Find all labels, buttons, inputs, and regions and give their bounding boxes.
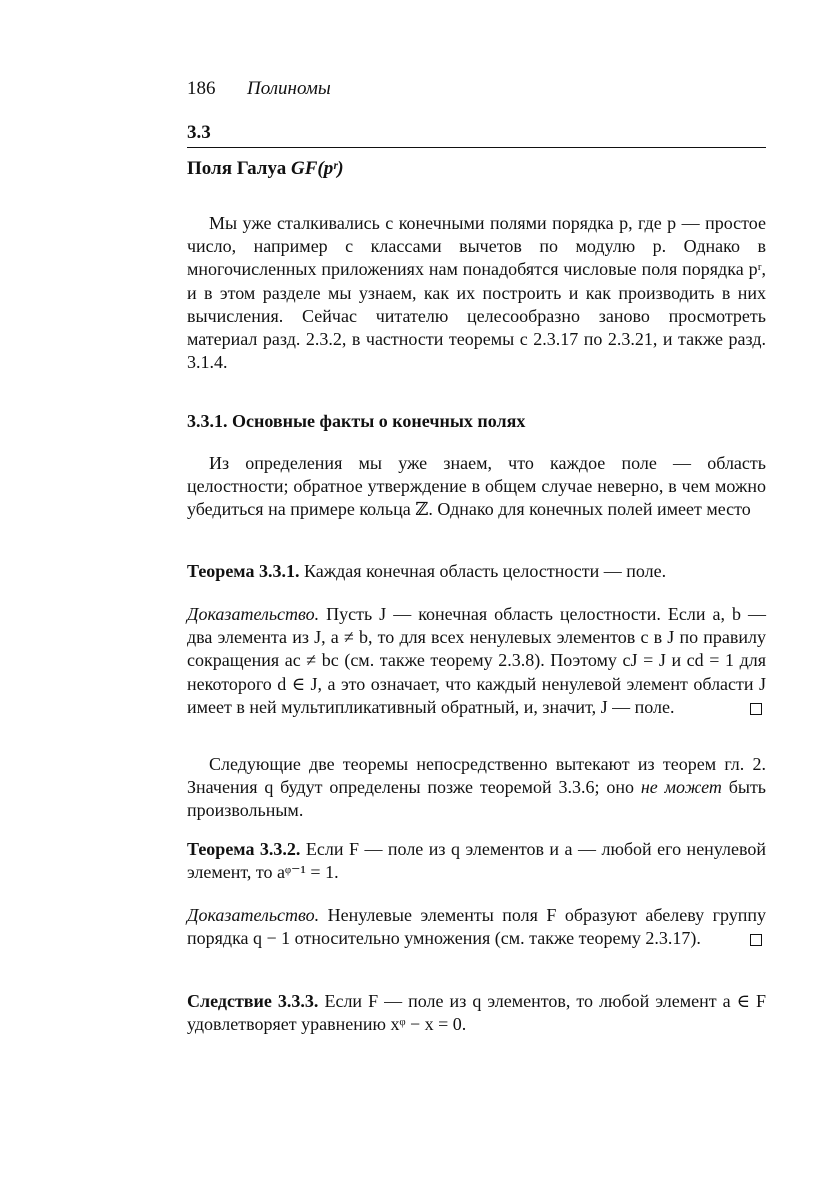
- corollary-text: Если F — поле из q элементов, то любой элемент a ∈ F удовлетворяет уравнению xᵠ − x = 0.: [187, 991, 766, 1035]
- theorem-label: Теорема 3.3.1.: [187, 561, 300, 581]
- intro-paragraph: Мы уже сталкивались с конечными полями порядка p, где p — простое число, например с классами вычетов по модулю p. Однако в многочисленных приложениях нам понадобятся числовые поля порядка pʳ, и в этом разделе мы узнаем, как их построить и как производить в них вычисления. Сейчас читателю целесообразно заново просмотреть материал разд. 2.3.2, в частности теоремы с 2.3.17 по 2.3.21, и также разд. 3.1.4.: [187, 213, 766, 373]
- proof-text: Ненулевые элементы поля F образуют абелеву группу порядка q − 1 относительно умножения (см. также теорему 2.3.17).: [187, 905, 766, 949]
- theorem-label: Теорема 3.3.2.: [187, 839, 301, 859]
- emphasis: не может: [640, 777, 722, 798]
- theorem-3-3-2: [187, 838, 766, 884]
- qed-square-icon: [750, 934, 762, 946]
- proof-1: [187, 603, 766, 719]
- section-title-math: GF(pʳ): [290, 158, 344, 179]
- paragraph-fields: Из определения мы уже знаем, что каждое поле — область целостности; обратное утверждение в общем случае неверно, в чем можно убедиться на примере кольца ℤ. Однако для конечных полей имеет место: [187, 453, 766, 520]
- corollary-3-3-3: [187, 990, 766, 1036]
- subsection-title: 3.3.1. Основные факты о конечных полях: [187, 411, 526, 431]
- paragraph-next: Следующие две теоремы непосредственно вытекают из теорем гл. 2. Значения q будут определены позже теоремой 3.3.6; оно не может быть произвольным.: [187, 754, 767, 821]
- page-number: 186: [187, 78, 216, 99]
- section-rule: [187, 147, 766, 148]
- corollary-label: Следствие 3.3.3.: [187, 991, 319, 1011]
- running-header: [187, 78, 331, 100]
- proof-text: Пусть J — конечная область целостности. Если a, b — два элемента из J, a ≠ b, то для всех ненулевых элементов c в J по правилу сокращения ac ≠ bc (см. также теорему 2.3.8). Поэтому cJ = J и cd = 1 для некоторого d ∈ J, а это означает, что каждый ненулевой элемент области J имеет в ней мультипликативный обратный, и, значит, J — поле.: [187, 604, 767, 717]
- running-title: Полиномы: [247, 78, 331, 99]
- qed-square-icon: [750, 703, 762, 715]
- theorem-3-3-1: [187, 560, 766, 583]
- section-number: 3.3: [187, 122, 211, 143]
- theorem-text: Каждая конечная область целостности — поле.: [303, 561, 667, 581]
- proof-label: Доказательство.: [187, 604, 320, 624]
- proof-label: Доказательство.: [187, 905, 320, 925]
- theorem-text: Если F — поле из q элементов и a — любой его ненулевой элемент, то aᵠ⁻¹ = 1.: [187, 839, 767, 883]
- proof-2: [187, 904, 766, 950]
- section-title: Поля Галуа GF(pʳ): [187, 158, 344, 179]
